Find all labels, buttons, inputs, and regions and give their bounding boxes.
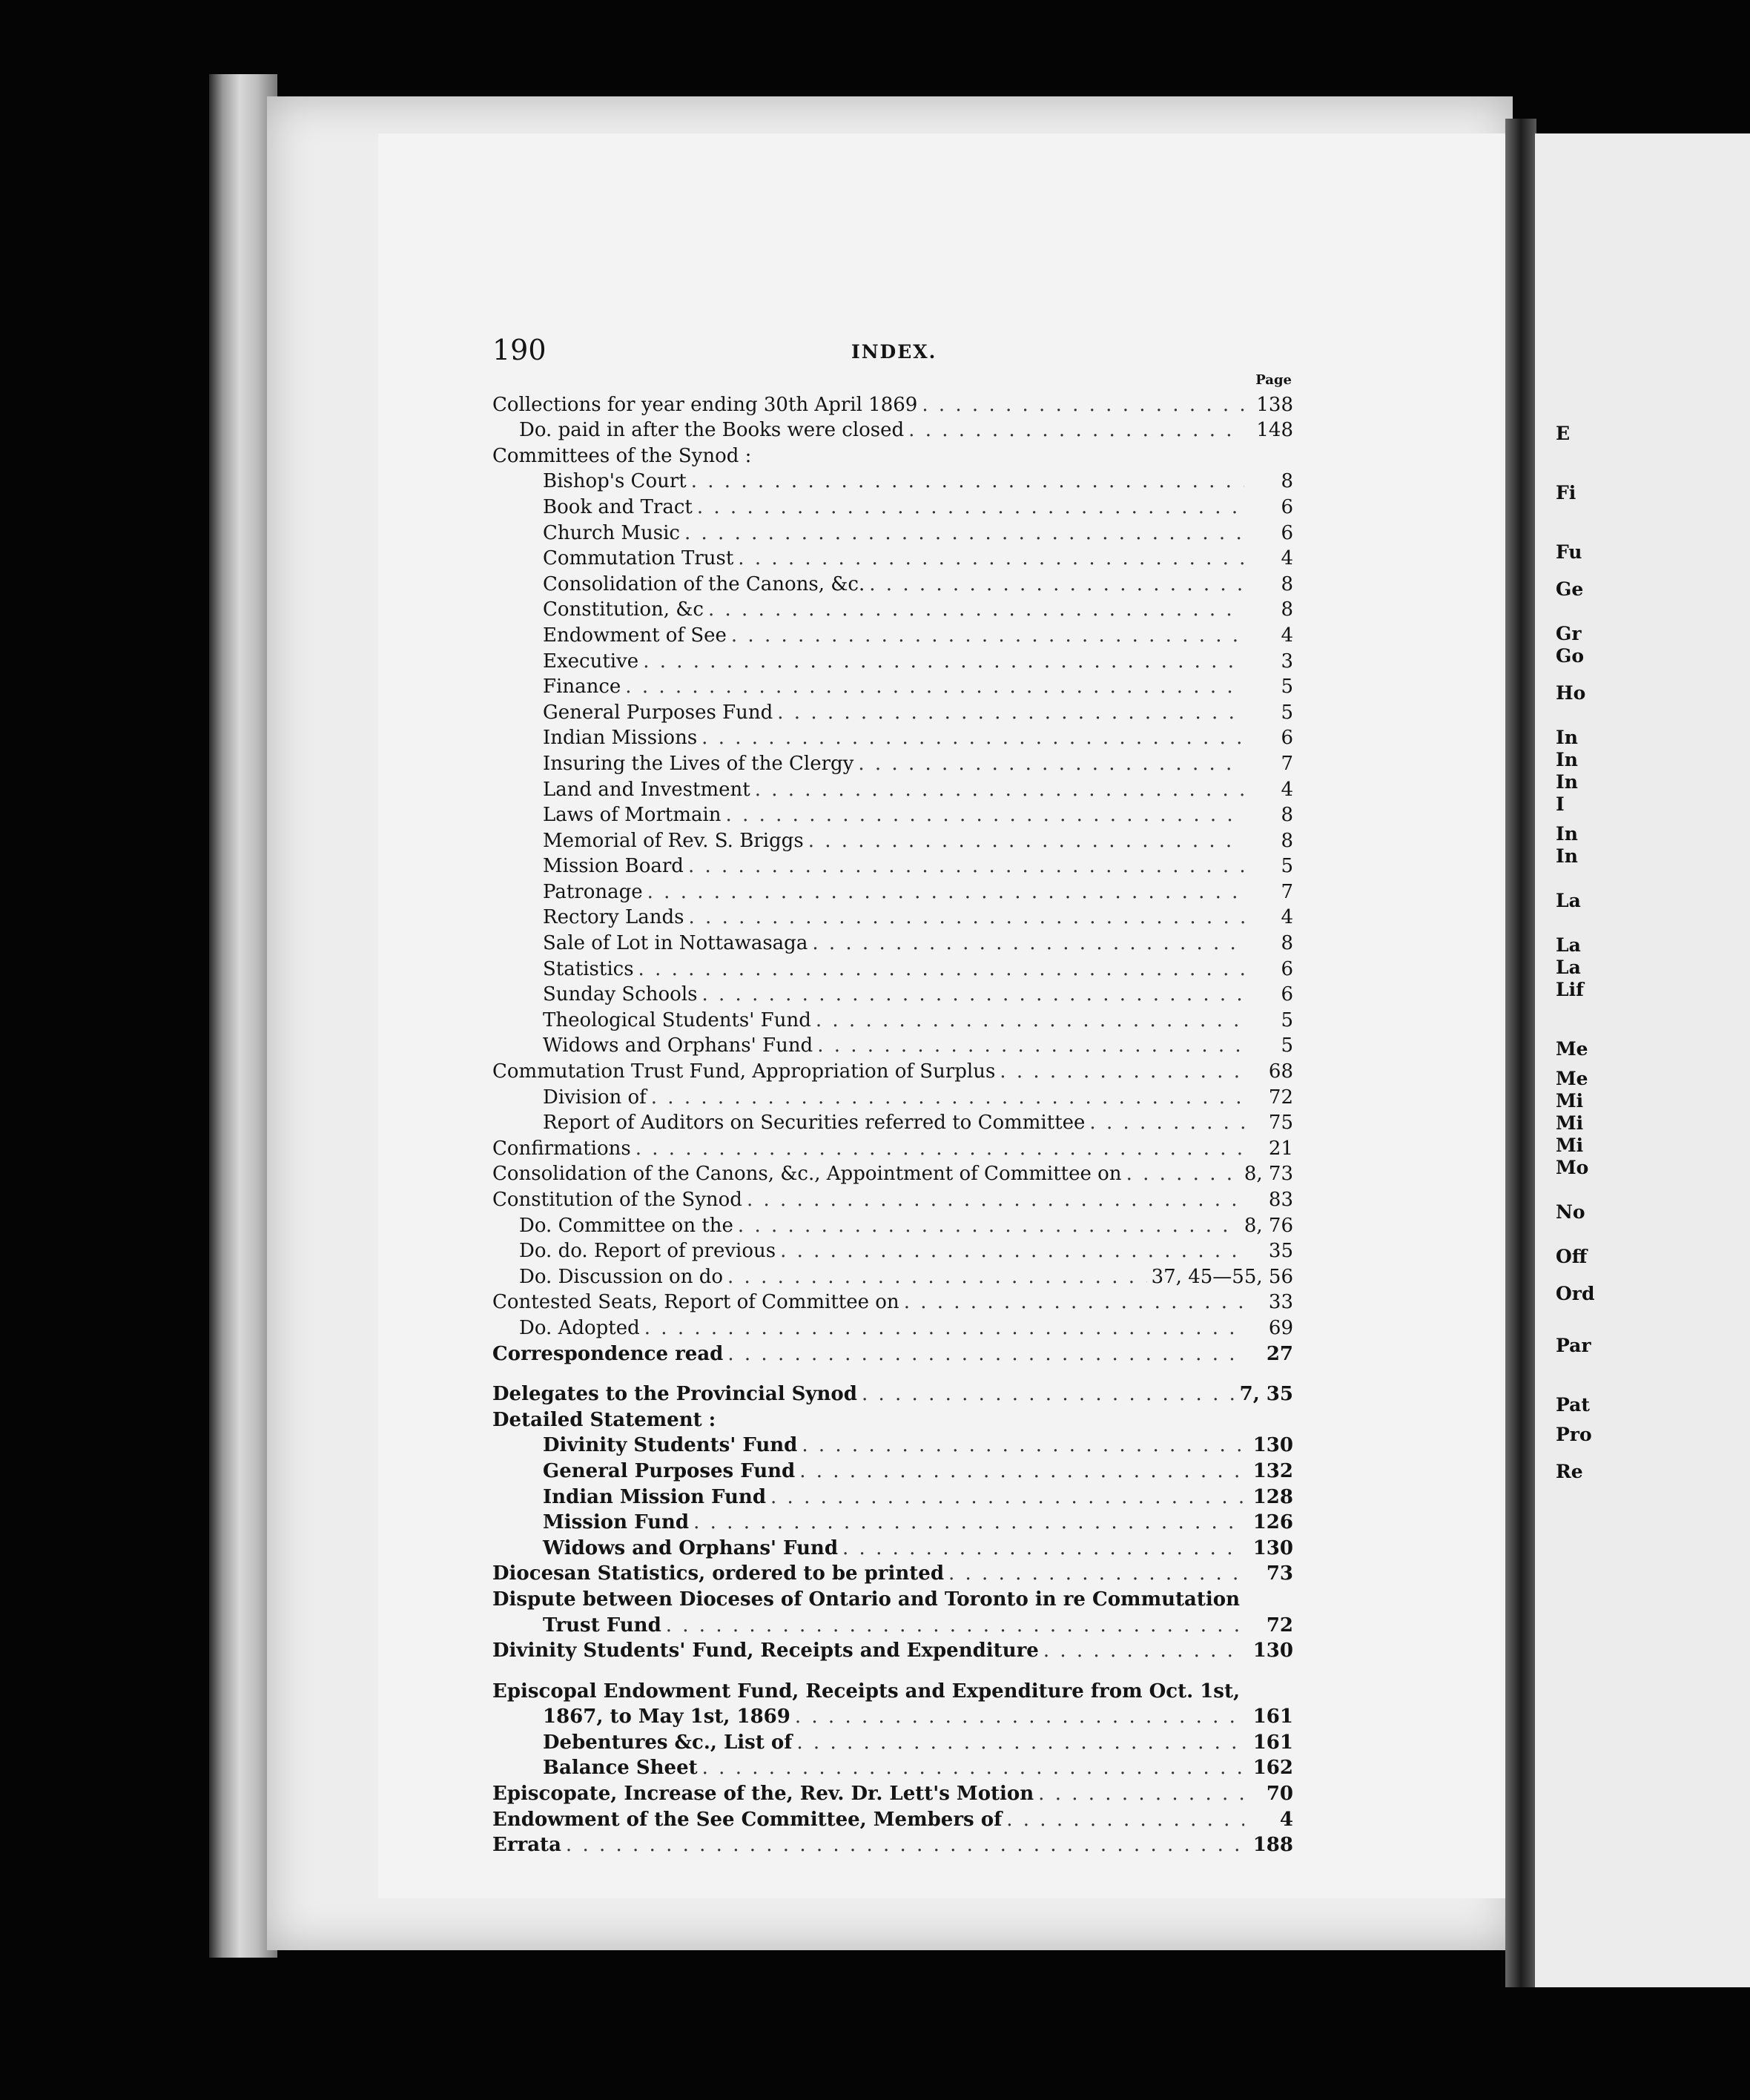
index-entry-text: 1867, to May 1st, 1869: [543, 1706, 790, 1728]
index-entry: [492, 571, 1293, 597]
dot-leader: [1006, 1807, 1244, 1832]
dot-leader: [777, 700, 1244, 725]
index-entry-page: 130: [1252, 1434, 1293, 1457]
dot-leader: [697, 495, 1244, 520]
index-entry: [492, 1161, 1293, 1187]
dot-leader: [651, 1085, 1244, 1110]
dot-leader: [726, 802, 1244, 828]
index-entry-page: 3: [1281, 650, 1293, 673]
dot-leader: [625, 674, 1244, 699]
dot-leader: [566, 1832, 1244, 1858]
dot-leader: [842, 1536, 1244, 1561]
index-entry-page: 130: [1252, 1640, 1293, 1662]
index-entry: [492, 1238, 1293, 1264]
index-entry: [492, 1341, 1293, 1367]
facing-page-fragment: Gr: [1556, 623, 1582, 644]
index-entry: [492, 1678, 1293, 1704]
index-entry-text: Commutation Trust Fund, Appropriation of Surplus: [492, 1060, 996, 1083]
index-entry: [492, 828, 1293, 853]
index-entry-text: Debentures &c., List of: [543, 1731, 793, 1754]
index-entry-text: Patronage: [543, 880, 643, 903]
index-entry-page: 72: [1266, 1614, 1293, 1637]
index-entry-page: 8: [1281, 932, 1293, 955]
index-entry-text: Errata: [492, 1834, 561, 1857]
index-entry-page: 8: [1281, 572, 1293, 595]
dot-leader: [684, 521, 1244, 546]
index-entry-page: 8, 73: [1244, 1163, 1293, 1186]
dot-leader: [922, 392, 1244, 417]
page-column-label: Page: [1255, 372, 1292, 388]
index-entry: [492, 905, 1293, 931]
dot-leader: [799, 1459, 1244, 1484]
dot-leader: [727, 1264, 1147, 1290]
index-entry-page: 5: [1281, 676, 1293, 699]
index-entry-text: Endowment of See: [543, 624, 727, 647]
index-entry-text: Divinity Students' Fund: [543, 1434, 798, 1457]
index-entry-text: Widows and Orphans' Fund: [543, 1536, 839, 1559]
dot-leader: [802, 1433, 1244, 1458]
dot-leader: [738, 1213, 1240, 1238]
index-entry-text: Do. do. Report of previous: [519, 1240, 776, 1263]
index-entry: [492, 1535, 1293, 1561]
dot-leader: [1038, 1781, 1244, 1806]
index-entry-text: Consolidation of the Canons, &c., Appointment of Committee on: [492, 1163, 1122, 1186]
index-entry: [492, 1586, 1293, 1612]
index-entry: [492, 879, 1293, 905]
facing-page-fragment: In: [1556, 845, 1578, 867]
index-entry-text: Insuring the Lives of the Clergy: [543, 752, 854, 775]
dot-leader: [780, 1238, 1244, 1264]
facing-page-fragment: Ge: [1556, 578, 1584, 600]
dot-leader: [808, 828, 1244, 853]
index-entry-text: Rectory Lands: [543, 906, 684, 929]
index-entry-page: 73: [1266, 1562, 1293, 1585]
facing-page-fragment: Go: [1556, 645, 1585, 667]
index-entry-text: Do. Discussion on do: [519, 1265, 724, 1288]
dot-leader: [693, 1510, 1244, 1535]
index-entry: [492, 1290, 1293, 1315]
index-entry-page: 4: [1281, 778, 1293, 801]
index-entry-text: Theological Students' Fund: [543, 1008, 811, 1031]
dot-leader: [702, 1755, 1244, 1780]
index-entry-page: 138: [1256, 393, 1293, 416]
index-entry-page: 7, 35: [1239, 1383, 1293, 1406]
facing-page-fragment: Off: [1556, 1246, 1588, 1267]
index-entry: [492, 1186, 1293, 1212]
facing-page-fragment: In: [1556, 749, 1578, 770]
facing-page-fragment: Mi: [1556, 1090, 1584, 1112]
dot-leader: [904, 1290, 1244, 1315]
index-entry-text: Dispute between Dioceses of Ontario and Toronto in re Commutation: [492, 1588, 1240, 1611]
index-entry-page: 6: [1281, 983, 1293, 1006]
index-entry-text: Executive: [543, 650, 639, 673]
index-entry-text: Do. Committee on the: [519, 1214, 733, 1237]
index-entry: [492, 982, 1293, 1008]
index-entry: [492, 622, 1293, 648]
dot-leader: [862, 1381, 1235, 1407]
index-entry-page: 6: [1281, 957, 1293, 980]
index-entry: [492, 1561, 1293, 1587]
index-entry: [492, 1264, 1293, 1290]
index-entry-text: Episcopate, Increase of the, Rev. Dr. Lett's Motion: [492, 1783, 1034, 1806]
index-entry-page: 5: [1281, 855, 1293, 878]
dot-leader: [1000, 1059, 1244, 1084]
page-header: [492, 334, 1293, 388]
index-entry-text: Collections for year ending 30th April 1869: [492, 393, 918, 416]
index-entry-page: 27: [1266, 1342, 1293, 1365]
index-entry-page: 188: [1252, 1834, 1293, 1857]
dot-leader: [796, 1730, 1244, 1755]
index-entry-text: Mission Fund: [543, 1511, 690, 1534]
facing-page-fragment: In: [1556, 823, 1578, 845]
index-entry-page: 5: [1281, 701, 1293, 724]
index-entry-text: Balance Sheet: [543, 1757, 698, 1780]
facing-page-fragment: Re: [1556, 1461, 1583, 1482]
index-entry: [492, 1612, 1293, 1638]
index-entry-page: 37, 45—55, 56: [1151, 1265, 1293, 1288]
index-entry-page: 75: [1268, 1112, 1293, 1135]
index-entry-text: Division of: [543, 1086, 647, 1109]
dot-leader: [644, 1315, 1244, 1341]
index-entry-text: Finance: [543, 676, 621, 699]
facing-page-fragment: La: [1556, 934, 1581, 956]
index-entry-page: 4: [1281, 906, 1293, 929]
facing-page-fragment: In: [1556, 727, 1578, 748]
dot-leader: [812, 931, 1244, 956]
index-entry-page: 161: [1252, 1706, 1293, 1728]
index-entry-page: 148: [1256, 419, 1293, 442]
index-entry: [492, 392, 1293, 417]
facing-page-fragment: La: [1556, 957, 1581, 978]
index-entry-page: 6: [1281, 727, 1293, 750]
index-entry: [492, 1381, 1293, 1407]
page-title: INDEX.: [851, 341, 937, 363]
facing-page-fragment: Fi: [1556, 482, 1576, 503]
index-entries: [492, 392, 1293, 1858]
index-entry-text: Statistics: [543, 957, 634, 980]
dot-leader: [635, 1136, 1244, 1161]
index-entry-page: 130: [1252, 1536, 1293, 1559]
index-entry-text: Diocesan Statistics, ordered to be printed: [492, 1562, 944, 1585]
index-entry: [492, 776, 1293, 802]
index-entry-text: Delegates to the Provincial Synod: [492, 1383, 857, 1406]
index-entry: [492, 699, 1293, 725]
dot-leader: [1126, 1161, 1240, 1186]
index-entry: [492, 520, 1293, 546]
index-entry-text: Indian Missions: [543, 727, 698, 750]
index-entry-page: 6: [1281, 521, 1293, 544]
index-entry-text: Church Music: [543, 521, 680, 544]
index-entry-text: Do. paid in after the Books were closed: [519, 419, 905, 442]
index-entry: [492, 1806, 1293, 1832]
index-entry: [492, 1315, 1293, 1341]
index-entry: [492, 1729, 1293, 1755]
index-entry-page: 161: [1252, 1731, 1293, 1754]
index-entry-text: Endowment of the See Committee, Members of: [492, 1808, 1003, 1831]
dot-leader: [688, 853, 1244, 879]
index-entry: [492, 1638, 1293, 1664]
index-entry-page: 83: [1268, 1189, 1293, 1211]
index-entry-page: 4: [1281, 624, 1293, 647]
dot-leader: [666, 1613, 1244, 1638]
facing-page-fragment: Mi: [1556, 1112, 1584, 1134]
index-entry-text: Report of Auditors on Securities referred to Committee: [543, 1112, 1086, 1135]
index-entry-page: 21: [1268, 1137, 1293, 1160]
index-entry-text: Trust Fund: [543, 1614, 661, 1637]
dot-leader: [701, 982, 1244, 1007]
dot-leader: [858, 751, 1244, 776]
facing-page-fragment: Fu: [1556, 541, 1582, 563]
index-entry: [492, 1704, 1293, 1730]
index-entry: [492, 1832, 1293, 1858]
facing-page-fragment: Me: [1556, 1068, 1588, 1089]
index-entry: [492, 1458, 1293, 1484]
index-entry: [492, 1484, 1293, 1510]
index-entry: [492, 1407, 1293, 1433]
index-entry-page: 8, 76: [1244, 1214, 1293, 1237]
index-entry-page: 68: [1268, 1060, 1293, 1083]
index-entry: [492, 1110, 1293, 1136]
dot-leader: [795, 1704, 1244, 1729]
index-entry: [492, 853, 1293, 879]
index-entry: [492, 648, 1293, 674]
index-entry-page: 5: [1281, 1034, 1293, 1057]
index-entry-page: 128: [1252, 1485, 1293, 1508]
index-entry: [492, 597, 1293, 623]
page-number: 190: [492, 334, 547, 366]
index-entry: [492, 469, 1293, 495]
index-entry-page: 132: [1252, 1459, 1293, 1482]
dot-leader: [755, 777, 1244, 802]
index-page: [492, 334, 1293, 1857]
index-entry-text: Land and Investment: [543, 778, 750, 801]
index-entry: [492, 1755, 1293, 1781]
facing-page-fragment: Me: [1556, 1038, 1588, 1060]
dot-leader: [727, 1341, 1244, 1367]
dot-leader: [1089, 1110, 1244, 1135]
index-entry-text: Sale of Lot in Nottawasaga: [543, 932, 808, 955]
index-entry: [492, 1007, 1293, 1033]
dot-leader: [816, 1008, 1244, 1033]
facing-page-fragment: Mo: [1556, 1157, 1589, 1178]
index-entry-page: 7: [1281, 880, 1293, 903]
facing-page-fragment: No: [1556, 1201, 1585, 1223]
index-entry-text: Mission Board: [543, 855, 684, 878]
dot-leader: [908, 417, 1244, 443]
book-gutter: [1505, 119, 1536, 1987]
index-entry: [492, 443, 1293, 469]
index-entry: [492, 956, 1293, 982]
facing-page-fragment: In: [1556, 771, 1578, 793]
index-entry-text: General Purposes Fund: [543, 1459, 796, 1482]
facing-page-fragment: Pat: [1556, 1394, 1590, 1416]
index-entry-page: 33: [1268, 1291, 1293, 1314]
index-entry-page: 5: [1281, 1008, 1293, 1031]
dot-leader: [747, 1187, 1244, 1212]
dot-leader: [643, 649, 1244, 674]
index-entry: [492, 930, 1293, 956]
index-entry-text: Confirmations: [492, 1137, 631, 1160]
dot-leader: [691, 469, 1244, 494]
index-entry: [492, 1780, 1293, 1806]
index-entry: [492, 1212, 1293, 1238]
index-entry: [492, 802, 1293, 828]
dot-leader: [948, 1561, 1244, 1586]
index-entry-page: 72: [1268, 1086, 1293, 1109]
index-entry-text: Committees of the Synod :: [492, 444, 752, 467]
dot-leader: [817, 1033, 1244, 1058]
index-entry: [492, 674, 1293, 700]
index-entry-text: Correspondence read: [492, 1342, 724, 1365]
index-entry-text: Widows and Orphans' Fund: [543, 1034, 813, 1057]
facing-page-fragment: Lif: [1556, 979, 1584, 1000]
dot-leader: [869, 572, 1244, 597]
index-entry-page: 8: [1281, 829, 1293, 852]
index-entry-page: 4: [1279, 1808, 1293, 1831]
index-entry-text: Detailed Statement :: [492, 1408, 716, 1431]
index-entry-text: Do. Adopted: [519, 1316, 640, 1339]
index-entry-text: Memorial of Rev. S. Briggs: [543, 829, 804, 852]
index-entry-text: Divinity Students' Fund, Receipts and Expenditure: [492, 1640, 1039, 1662]
index-entry: [492, 725, 1293, 751]
facing-page-fragment: Pro: [1556, 1424, 1592, 1445]
index-entry-page: 126: [1252, 1511, 1293, 1534]
index-entry: [492, 1433, 1293, 1459]
index-entry: [492, 1058, 1293, 1084]
index-entry-page: 8: [1281, 598, 1293, 621]
index-entry-page: 69: [1268, 1316, 1293, 1339]
index-entry: [492, 417, 1293, 443]
dot-leader: [770, 1485, 1244, 1510]
facing-page-fragment: Ord: [1556, 1283, 1595, 1304]
index-entry-page: 162: [1252, 1757, 1293, 1780]
index-entry: [492, 494, 1293, 520]
index-entry-text: Indian Mission Fund: [543, 1485, 767, 1508]
dot-leader: [738, 546, 1244, 571]
dot-leader: [731, 623, 1244, 648]
index-entry-text: Episcopal Endowment Fund, Receipts and Expenditure from Oct. 1st,: [492, 1680, 1241, 1703]
dot-leader: [708, 597, 1244, 622]
facing-page-fragment: La: [1556, 890, 1581, 911]
dot-leader: [701, 725, 1244, 750]
index-entry-text: Consolidation of the Canons, &c.: [543, 572, 865, 595]
index-entry-text: Contested Seats, Report of Committee on: [492, 1291, 899, 1314]
dot-leader: [689, 905, 1244, 930]
index-entry-text: Constitution, &c: [543, 598, 704, 621]
index-entry-page: 8: [1281, 470, 1293, 493]
index-entry: [492, 546, 1293, 572]
index-entry-page: 4: [1281, 547, 1293, 570]
dot-leader: [1043, 1638, 1244, 1663]
index-entry-page: 7: [1281, 752, 1293, 775]
index-entry-text: Constitution of the Synod: [492, 1189, 742, 1211]
index-entry-page: 8: [1281, 804, 1293, 827]
dot-leader: [638, 957, 1244, 982]
index-entry: [492, 750, 1293, 776]
index-entry-text: General Purposes Fund: [543, 701, 773, 724]
index-entry-text: Bishop's Court: [543, 470, 687, 493]
index-entry: [492, 1033, 1293, 1059]
index-entry-text: Laws of Mortmain: [543, 804, 722, 827]
facing-page-fragment: Par: [1556, 1335, 1591, 1356]
index-entry: [492, 1510, 1293, 1536]
index-entry-text: Commutation Trust: [543, 547, 734, 570]
facing-page-fragment: I: [1556, 793, 1565, 815]
facing-page-fragment: Mi: [1556, 1135, 1584, 1156]
index-entry: [492, 1084, 1293, 1110]
facing-page: [1535, 133, 1750, 1987]
facing-page-fragment: Ho: [1556, 682, 1586, 704]
index-entry-text: Book and Tract: [543, 495, 693, 518]
index-entry-page: 35: [1268, 1240, 1293, 1263]
index-entry-page: 70: [1266, 1783, 1293, 1806]
index-entry-text: Sunday Schools: [543, 983, 698, 1006]
dot-leader: [647, 879, 1244, 905]
facing-page-fragment: E: [1556, 423, 1571, 444]
index-entry-page: 6: [1281, 495, 1293, 518]
index-entry: [492, 1135, 1293, 1161]
